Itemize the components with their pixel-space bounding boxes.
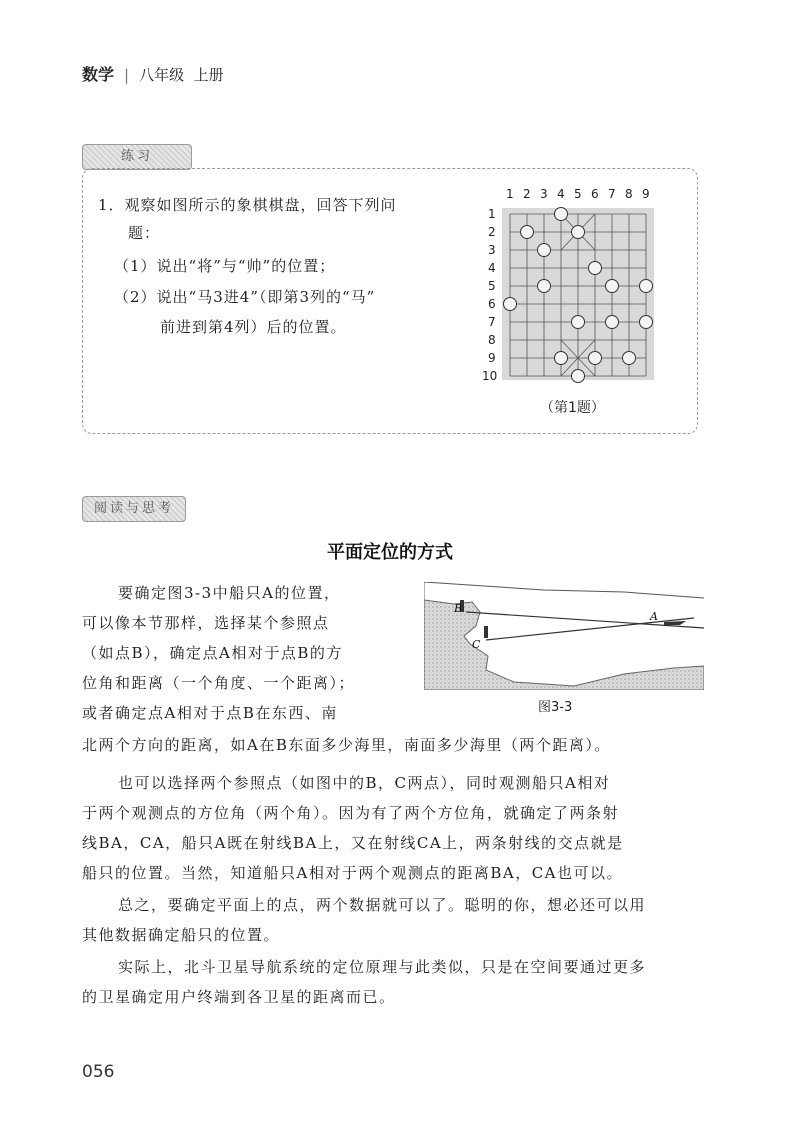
- exercise-subquestion-2b: 前进到第4列）后的位置。: [160, 318, 347, 336]
- p1-line1: 要确定图3-3中船只A的位置，: [118, 584, 341, 602]
- chess-col-label: 8: [625, 187, 633, 201]
- chess-piece-icon: [538, 280, 551, 293]
- station-c-icon: [484, 626, 488, 638]
- chess-piece-icon: [589, 352, 602, 365]
- chess-row-labels: [482, 207, 497, 383]
- chess-row-label: 2: [488, 225, 496, 239]
- chess-col-label: 4: [557, 187, 565, 201]
- chess-piece-icon: [572, 370, 585, 383]
- running-header: [82, 62, 224, 85]
- p4-line2: 的卫星确定用户终端到各卫星的距离而已。: [82, 988, 396, 1006]
- chess-col-label: 1: [506, 187, 514, 201]
- figure-3-3-caption: 图3-3: [538, 700, 573, 715]
- chess-piece-icon: [555, 352, 568, 365]
- exercise-question-line1: 1．观察如图所示的象棋棋盘，回答下列问: [98, 196, 397, 214]
- p1-line2: 可以像本节那样，选择某个参照点: [82, 614, 330, 632]
- label-a: A: [650, 610, 658, 623]
- p1-line4: 位角和距离（一个角度、一个距离）；: [82, 674, 356, 692]
- p1-line6: 北两个方向的距离，如A在B东面多少海里，南面多少海里（两个距离）。: [82, 736, 611, 754]
- chess-piece-icon: [504, 298, 517, 311]
- ray-ba: [466, 612, 704, 628]
- exercise-question-line2: 题：: [128, 224, 161, 242]
- p1-line5: 或者确定点A相对于点B在东西、南: [82, 704, 338, 722]
- label-c: C: [472, 638, 481, 651]
- exercise-figure-caption: （第1题）: [540, 400, 605, 416]
- p2-line4: 船只的位置。当然，知道船只A相对于两个观测点的距离BA，CA也可以。: [82, 864, 624, 882]
- chess-col-label: 3: [540, 187, 548, 201]
- chess-piece-icon: [606, 316, 619, 329]
- chess-row-label: 10: [482, 369, 498, 383]
- chess-col-label: 5: [574, 187, 582, 201]
- p3-line1: 总之，要确定平面上的点，两个数据就可以了。聪明的你，想必还可以用: [118, 896, 647, 914]
- chess-col-label: 2: [523, 187, 531, 201]
- p2-line3: 线BA，CA，船只A既在射线BA上，又在射线CA上，两条射线的交点就是: [82, 834, 624, 852]
- chess-row-label: 7: [488, 315, 496, 329]
- p4-line1: 实际上，北斗卫星导航系统的定位原理与此类似，只是在空间要通过更多: [118, 958, 647, 976]
- exercise-subquestion-2a: （2）说出“马3进4”（即第3列的“马”: [114, 288, 376, 306]
- chess-col-label: 9: [642, 187, 650, 201]
- page-number: 056: [82, 1062, 115, 1082]
- chess-piece-icon: [606, 280, 619, 293]
- chess-piece-icon: [640, 316, 653, 329]
- chess-piece-icon: [521, 226, 534, 239]
- exercise-subquestion-1: （1）说出“将”与“帅”的位置；: [114, 257, 336, 275]
- chess-row-label: 3: [488, 243, 496, 257]
- chess-piece-icon: [589, 262, 602, 275]
- practice-tag: 练习: [82, 144, 192, 170]
- header-subject: 数学: [82, 65, 115, 84]
- chess-piece-icon: [572, 316, 585, 329]
- label-b: B: [454, 602, 463, 615]
- header-grade: 八年级: [139, 66, 185, 84]
- chess-piece-icon: [538, 244, 551, 257]
- chess-row-label: 5: [488, 279, 496, 293]
- header-volume: 上册: [193, 66, 224, 84]
- chess-piece-icon: [555, 208, 568, 221]
- figure-3-3-map: [424, 582, 704, 690]
- chess-row-label: 4: [488, 261, 496, 275]
- chess-row-label: 9: [488, 351, 496, 365]
- chess-row-label: 6: [488, 297, 496, 311]
- p2-line1: 也可以选择两个参照点（如图中的B，C两点），同时观测船只A相对: [118, 774, 611, 792]
- reading-tag: 阅读与思考: [82, 496, 186, 522]
- chess-row-label: 8: [488, 333, 496, 347]
- chess-piece-icon: [623, 352, 636, 365]
- chess-row-label: 1: [488, 207, 496, 221]
- chess-piece-icon: [640, 280, 653, 293]
- chess-board-figure: [480, 180, 680, 395]
- p3-line2: 其他数据确定船只的位置。: [82, 926, 281, 944]
- p2-line2: 于两个观测点的方位角（两个角）。因为有了两个方位角，就确定了两条射: [82, 804, 620, 822]
- ship-a-icon: [664, 621, 686, 625]
- chess-col-label: 6: [591, 187, 599, 201]
- chess-piece-icon: [572, 226, 585, 239]
- ray-ca: [486, 618, 694, 640]
- chess-col-label: 7: [608, 187, 616, 201]
- header-separator: |: [124, 66, 130, 84]
- p1-line3: （如点B），确定点A相对于点B的方: [82, 644, 343, 662]
- article-title: 平面定位的方式: [327, 542, 453, 563]
- chess-column-labels: [506, 187, 650, 201]
